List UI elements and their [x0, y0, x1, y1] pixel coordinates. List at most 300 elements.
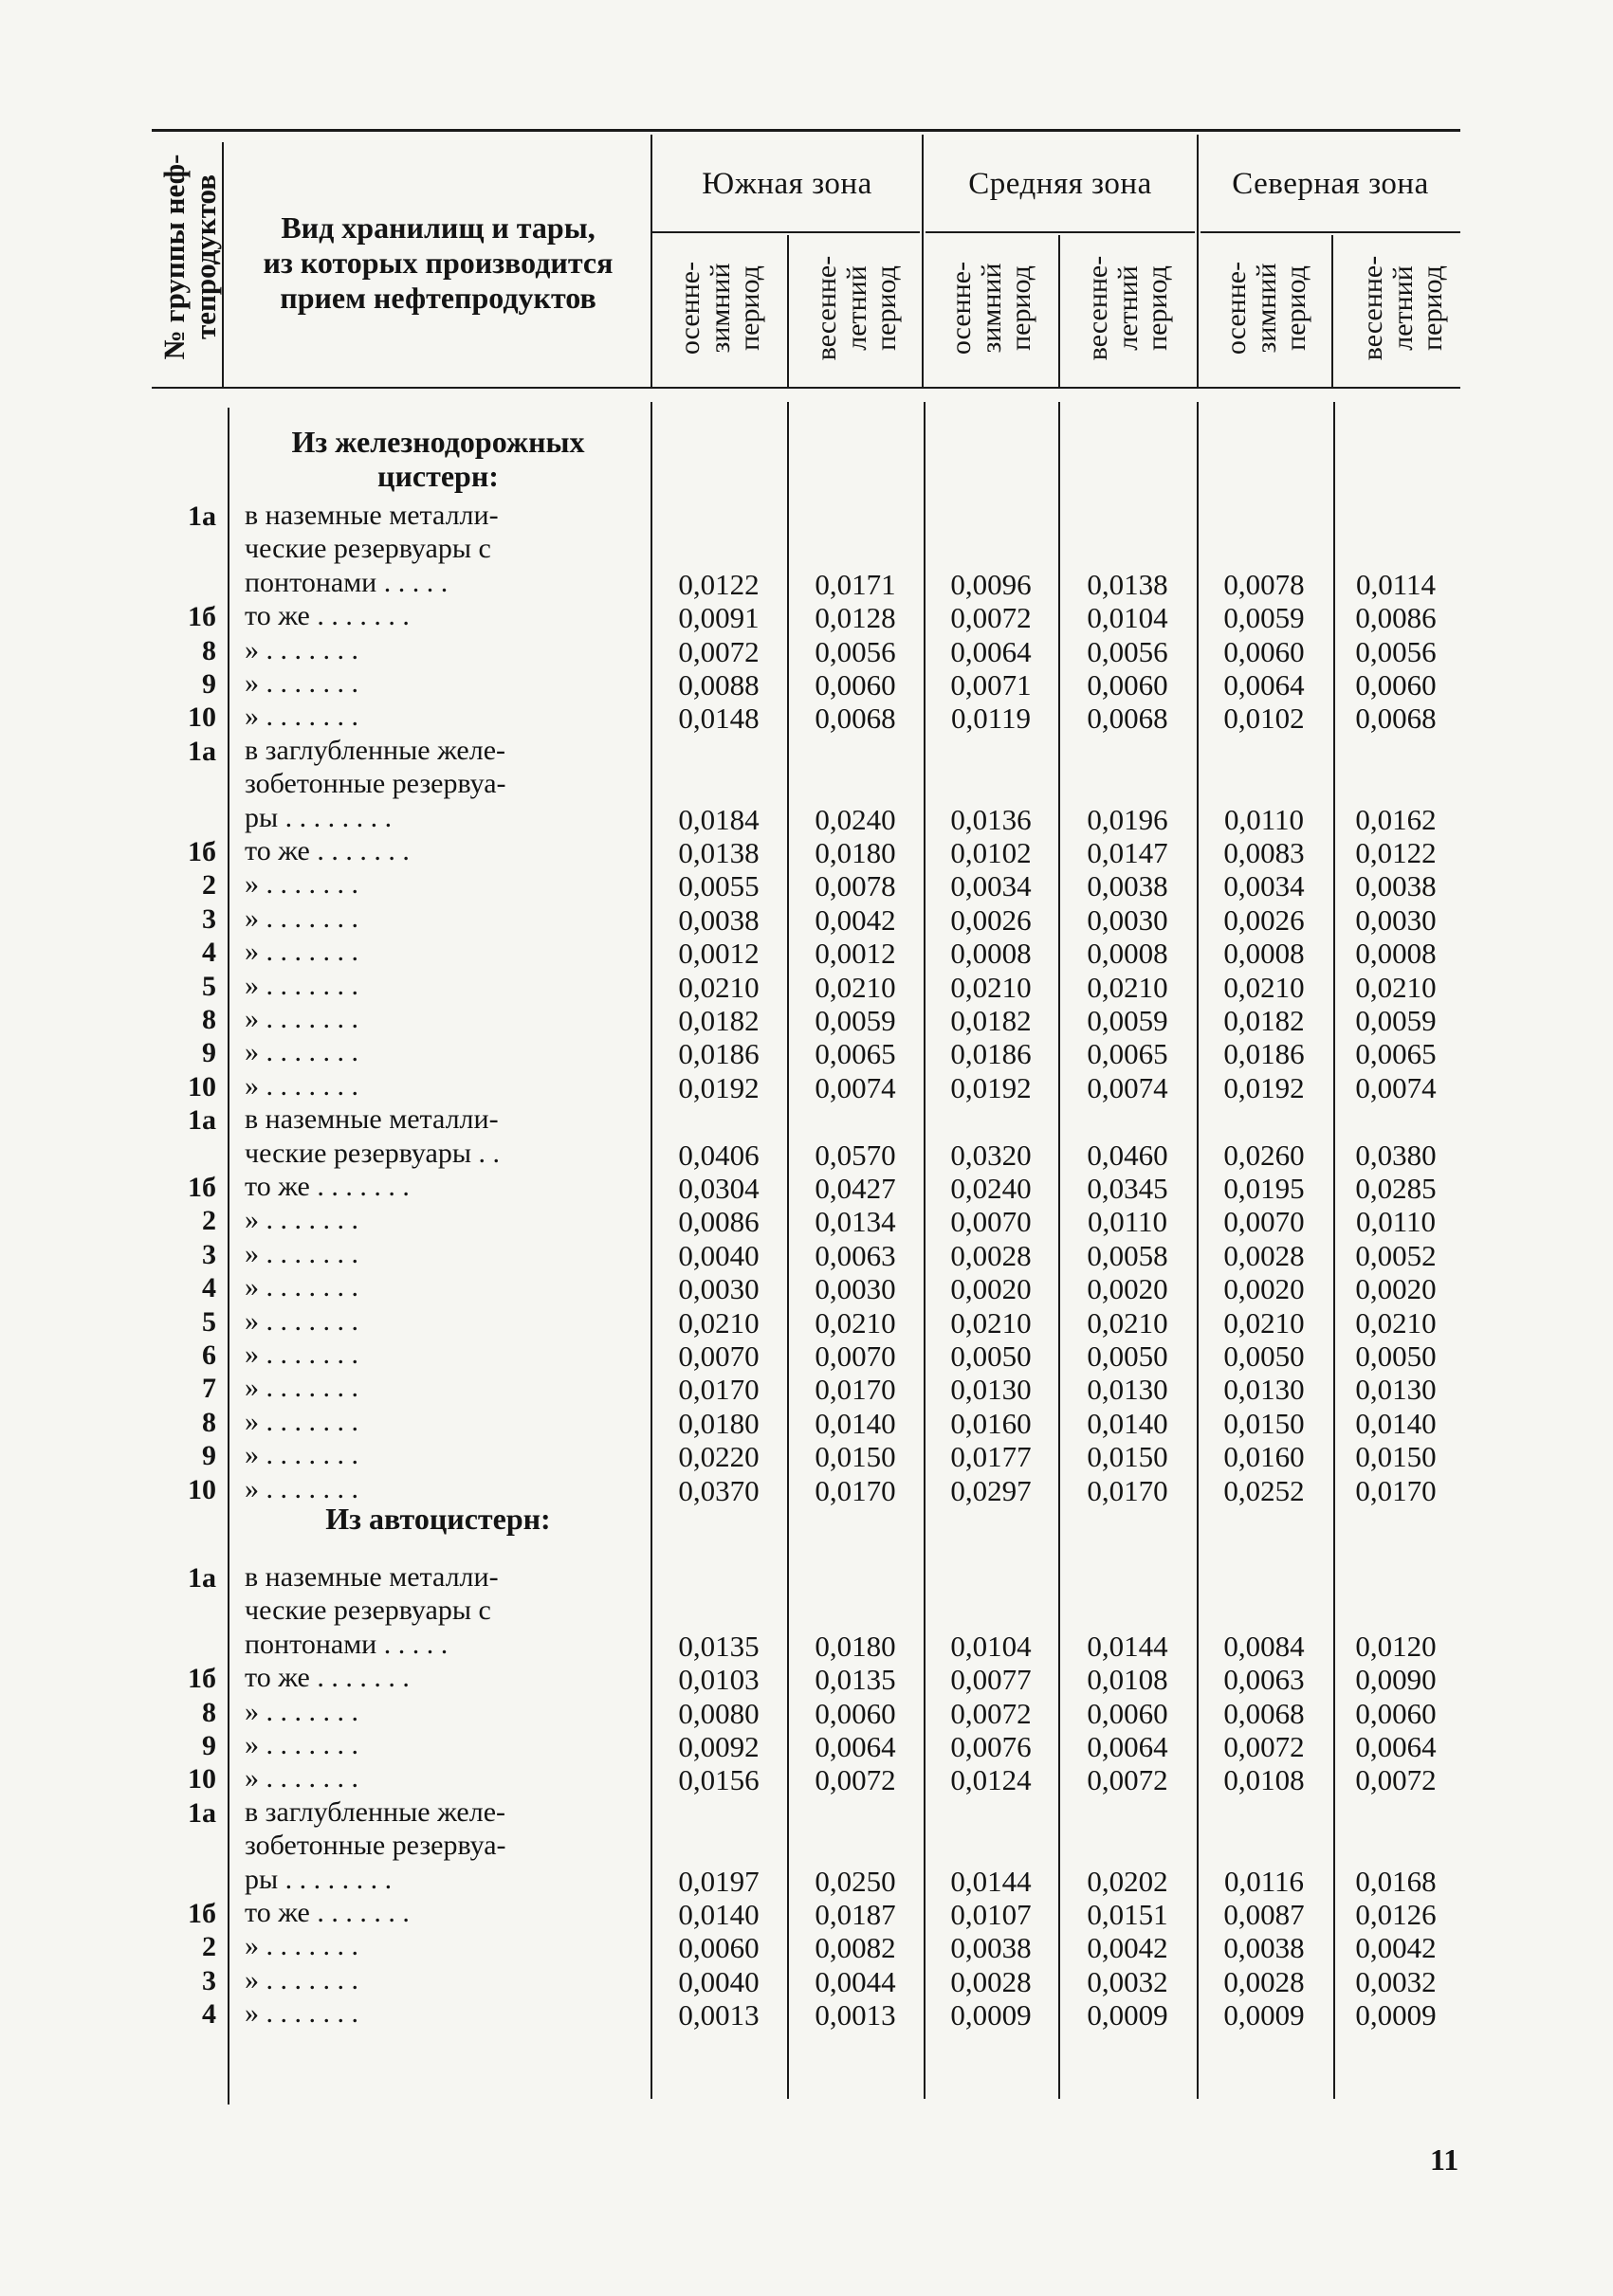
coefficient-value: 0,0038: [950, 1931, 1032, 1965]
coefficient-value: 0,0074: [815, 1070, 896, 1104]
period-header-south-spring: весенне- летний период: [811, 255, 902, 361]
storage-description: » . . . . . . .: [245, 1304, 358, 1337]
coefficient-value: 0,0380: [1355, 1138, 1437, 1172]
coefficient-value: 0,0096: [950, 567, 1032, 601]
period-header-middle-autumn: осенне- зимний период: [945, 261, 1036, 355]
coefficient-value: 0,0140: [1355, 1406, 1437, 1440]
storage-description: ры . . . . . . . .: [245, 801, 393, 833]
coefficient-value: 0,0210: [1223, 970, 1305, 1004]
storage-description: то же . . . . . . .: [245, 600, 410, 632]
coefficient-value: 0,0187: [815, 1898, 896, 1931]
coefficient-value: 0,0144: [1087, 1629, 1168, 1663]
coefficient-value: 0,0116: [1223, 1864, 1305, 1898]
coefficient-value: 0,0180: [815, 836, 896, 869]
coefficient-value: 0,0059: [815, 1004, 896, 1037]
coefficient-value: 0,0020: [1355, 1272, 1437, 1306]
storage-description: в наземные металли-: [245, 500, 499, 531]
group-number: 2: [202, 1205, 216, 1237]
group-number: 1б: [188, 1898, 216, 1929]
storage-description: » . . . . . . .: [245, 701, 358, 733]
coefficient-value: 0,0013: [678, 1998, 760, 2032]
storage-description: то же . . . . . . .: [245, 1897, 410, 1928]
coefficient-value: 0,0020: [950, 1272, 1032, 1306]
coefficient-value: 0,0038: [1223, 1931, 1305, 1965]
header-vline-7: [1331, 235, 1333, 387]
coefficient-value: 0,0210: [950, 1305, 1032, 1339]
group-number: 2: [202, 869, 216, 902]
coefficient-value: 0,0028: [1223, 1238, 1305, 1272]
coefficient-value: 0,0182: [950, 1004, 1032, 1037]
coefficient-value: 0,0210: [950, 970, 1032, 1004]
group-number: 1a: [188, 1796, 216, 1829]
group-number: 8: [202, 1406, 216, 1438]
coefficient-value: 0,0090: [1355, 1663, 1437, 1697]
storage-description: » . . . . . . .: [245, 902, 358, 934]
coefficient-value: 0,0008: [1355, 937, 1437, 971]
coefficient-value: 0,0050: [1223, 1339, 1305, 1373]
coefficient-value: 0,0070: [1223, 1205, 1305, 1239]
coefficient-value: 0,0102: [1223, 702, 1305, 736]
storage-description: » . . . . . . .: [245, 667, 358, 699]
coefficient-value: 0,0038: [1087, 869, 1168, 903]
storage-description: в наземные металли-: [245, 1103, 499, 1136]
storage-description: понтонами . . . . .: [245, 566, 449, 598]
coefficient-value: 0,0065: [1087, 1037, 1168, 1071]
coefficient-value: 0,0028: [1223, 1964, 1305, 1998]
storage-description: » . . . . . . .: [245, 1237, 358, 1269]
coefficient-value: 0,0030: [815, 1272, 896, 1306]
storage-description: в наземные металли-: [245, 1561, 499, 1593]
group-number: 10: [188, 702, 216, 734]
coefficient-value: 0,0138: [1087, 567, 1168, 601]
zone-header-north: Северная зона: [1232, 167, 1429, 201]
coefficient-value: 0,0078: [1223, 567, 1305, 601]
group-number: 3: [202, 1238, 216, 1270]
coefficient-value: 0,0058: [1087, 1238, 1168, 1272]
coefficient-value: 0,0240: [950, 1172, 1032, 1205]
coefficient-value: 0,0197: [678, 1864, 760, 1898]
coefficient-value: 0,0028: [950, 1964, 1032, 1998]
coefficient-value: 0,0008: [1087, 937, 1168, 971]
storage-description: » . . . . . . .: [245, 1695, 358, 1727]
coefficient-value: 0,0060: [815, 1696, 896, 1730]
coefficient-value: 0,0040: [678, 1964, 760, 1998]
coefficient-value: 0,0210: [1087, 970, 1168, 1004]
coefficient-value: 0,0140: [678, 1898, 760, 1931]
storage-description: » . . . . . . .: [245, 1036, 358, 1068]
coefficient-value: 0,0056: [1087, 634, 1168, 668]
coefficient-value: 0,0078: [815, 869, 896, 903]
coefficient-value: 0,0063: [1223, 1663, 1305, 1697]
coefficient-value: 0,0030: [1355, 902, 1437, 937]
coefficient-value: 0,0055: [678, 869, 760, 903]
period-header-south-autumn: осенне- зимний период: [674, 261, 765, 355]
coefficient-value: 0,0059: [1087, 1004, 1168, 1037]
coefficient-value: 0,0170: [1355, 1473, 1437, 1507]
coefficient-value: 0,0038: [678, 902, 760, 937]
coefficient-value: 0,0162: [1355, 802, 1437, 836]
group-number: 6: [202, 1339, 216, 1371]
storage-description: » . . . . . . .: [245, 868, 358, 901]
coefficient-value: 0,0170: [678, 1373, 760, 1407]
coefficient-value: 0,0104: [1087, 601, 1168, 635]
coefficient-value: 0,0072: [815, 1763, 896, 1797]
coefficient-value: 0,0320: [950, 1138, 1032, 1172]
period-header-north-autumn: осенне- зимний период: [1220, 261, 1311, 355]
coefficient-value: 0,0252: [1223, 1473, 1305, 1507]
group-number: 9: [202, 668, 216, 700]
coefficient-value: 0,0150: [1223, 1406, 1305, 1440]
coefficient-value: 0,0084: [1223, 1629, 1305, 1663]
coefficient-value: 0,0107: [950, 1898, 1032, 1931]
zone-header-middle: Средняя зона: [968, 167, 1152, 201]
coefficient-value: 0,0171: [815, 567, 896, 601]
group-number: 1б: [188, 601, 216, 633]
coefficient-value: 0,0072: [1087, 1763, 1168, 1797]
coefficient-value: 0,0134: [815, 1205, 896, 1239]
coefficient-value: 0,0102: [950, 836, 1032, 869]
coefficient-value: 0,0128: [815, 601, 896, 635]
coefficient-value: 0,0297: [950, 1473, 1032, 1507]
coefficient-value: 0,0008: [1223, 937, 1305, 971]
coefficient-value: 0,0103: [678, 1663, 760, 1697]
storage-description: » . . . . . . .: [245, 1930, 358, 1962]
coefficient-value: 0,0080: [678, 1696, 760, 1730]
coefficient-value: 0,0240: [815, 802, 896, 836]
storage-description: » . . . . . . .: [245, 1729, 358, 1760]
coefficient-value: 0,0087: [1223, 1898, 1305, 1931]
coefficient-value: 0,0150: [1087, 1440, 1168, 1474]
coefficient-value: 0,0050: [950, 1339, 1032, 1373]
group-number: 1б: [188, 1172, 216, 1203]
coefficient-value: 0,0122: [678, 567, 760, 601]
coefficient-value: 0,0192: [678, 1070, 760, 1104]
coefficient-value: 0,0060: [1355, 668, 1437, 702]
coefficient-value: 0,0074: [1355, 1070, 1437, 1104]
coefficient-value: 0,0148: [678, 702, 760, 736]
group-number: 8: [202, 1004, 216, 1035]
coefficient-value: 0,0065: [1355, 1037, 1437, 1071]
coefficient-value: 0,0170: [1087, 1473, 1168, 1507]
storage-description: » . . . . . . .: [245, 1997, 358, 2030]
coefficient-value: 0,0086: [1355, 601, 1437, 635]
storage-description: » . . . . . . .: [245, 1271, 358, 1303]
group-number: 10: [188, 1763, 216, 1795]
storage-description: ры . . . . . . . .: [245, 1863, 393, 1895]
group-number: 4: [202, 1998, 216, 2031]
storage-description: ческие резервуары с: [245, 533, 491, 565]
coefficient-value: 0,0009: [950, 1998, 1032, 2032]
coefficient-value: 0,0013: [815, 1998, 896, 2032]
coefficient-value: 0,0427: [815, 1172, 896, 1205]
coefficient-value: 0,0192: [950, 1070, 1032, 1104]
coefficient-value: 0,0210: [678, 1305, 760, 1339]
storage-description: » . . . . . . .: [245, 1405, 358, 1437]
coefficient-value: 0,0180: [815, 1629, 896, 1663]
coefficient-value: 0,0160: [950, 1406, 1032, 1440]
storage-description: » . . . . . . .: [245, 969, 358, 1001]
coefficient-value: 0,0130: [1087, 1373, 1168, 1407]
coefficient-value: 0,0068: [1223, 1696, 1305, 1730]
coefficient-value: 0,0070: [950, 1205, 1032, 1239]
header-bottom-rule: [152, 387, 1460, 389]
group-number: 1a: [188, 501, 216, 532]
coefficient-value: 0,0168: [1355, 1864, 1437, 1898]
coefficient-value: 0,0182: [1223, 1004, 1305, 1037]
coefficient-value: 0,0082: [815, 1931, 896, 1965]
coefficient-value: 0,0042: [1355, 1931, 1437, 1965]
group-number: 9: [202, 1440, 216, 1472]
coefficient-value: 0,0130: [950, 1373, 1032, 1407]
body-vline-5: [1058, 402, 1060, 2099]
coefficient-value: 0,0050: [1355, 1339, 1437, 1373]
coefficient-value: 0,0042: [815, 902, 896, 937]
coefficient-value: 0,0060: [1087, 668, 1168, 702]
storage-description: » . . . . . . .: [245, 1762, 358, 1795]
group-number: 3: [202, 902, 216, 935]
group-number: 10: [188, 1473, 216, 1505]
storage-description: в заглубленные желе-: [245, 1795, 505, 1828]
coefficient-value: 0,0040: [678, 1238, 760, 1272]
group-number: 1б: [188, 1663, 216, 1695]
storage-description: ческие резервуары с: [245, 1594, 491, 1627]
coefficient-value: 0,0370: [678, 1473, 760, 1507]
coefficient-value: 0,0068: [815, 702, 896, 736]
coefficient-value: 0,0072: [950, 601, 1032, 635]
coefficient-value: 0,0064: [1223, 668, 1305, 702]
coefficient-value: 0,0186: [678, 1037, 760, 1071]
storage-description: то же . . . . . . .: [245, 1171, 410, 1202]
coefficient-value: 0,0460: [1087, 1138, 1168, 1172]
coefficient-value: 0,0032: [1087, 1964, 1168, 1998]
zone-header-south: Южная зона: [702, 167, 872, 201]
coefficient-value: 0,0059: [1355, 1004, 1437, 1037]
coefficient-value: 0,0186: [950, 1037, 1032, 1071]
coefficient-value: 0,0072: [1355, 1763, 1437, 1797]
coefficient-value: 0,0088: [678, 668, 760, 702]
coefficient-value: 0,0150: [815, 1440, 896, 1474]
coefficient-value: 0,0108: [1223, 1763, 1305, 1797]
period-header-middle-spring: весенне- летний период: [1082, 255, 1173, 361]
group-number: 9: [202, 1730, 216, 1761]
header-vline-5: [1058, 235, 1060, 387]
coefficient-value: 0,0056: [815, 634, 896, 668]
coefficient-value: 0,0138: [678, 836, 760, 869]
storage-description: то же . . . . . . .: [245, 835, 410, 866]
coefficient-value: 0,0074: [1087, 1070, 1168, 1104]
group-number: 4: [202, 937, 216, 969]
coefficient-value: 0,0180: [678, 1406, 760, 1440]
coefficient-value: 0,0071: [950, 668, 1032, 702]
coefficient-value: 0,0130: [1223, 1373, 1305, 1407]
coefficient-value: 0,0026: [1223, 902, 1305, 937]
storage-description: » . . . . . . .: [245, 1069, 358, 1102]
coefficient-value: 0,0147: [1087, 836, 1168, 869]
coefficient-value: 0,0086: [678, 1205, 760, 1239]
top-rule: [152, 129, 1460, 132]
coefficient-value: 0,0126: [1355, 1898, 1437, 1931]
period-header-north-spring: весенне- летний период: [1357, 255, 1448, 361]
coefficient-value: 0,0136: [950, 802, 1032, 836]
coefficient-value: 0,0304: [678, 1172, 760, 1205]
coefficient-value: 0,0060: [815, 668, 896, 702]
coefficient-value: 0,0077: [950, 1663, 1032, 1697]
storage-description: » . . . . . . .: [245, 1003, 358, 1034]
storage-description: » . . . . . . .: [245, 1204, 358, 1236]
coefficient-value: 0,0135: [678, 1629, 760, 1663]
coefficient-value: 0,0030: [678, 1272, 760, 1306]
storage-description: » . . . . . . .: [245, 633, 358, 665]
coefficient-value: 0,0072: [678, 634, 760, 668]
coefficient-value: 0,0091: [678, 601, 760, 635]
coefficient-value: 0,0210: [815, 1305, 896, 1339]
coefficient-value: 0,0092: [678, 1730, 760, 1763]
storage-description: понтонами . . . . .: [245, 1628, 449, 1660]
coefficient-value: 0,0345: [1087, 1172, 1168, 1205]
coefficient-value: 0,0009: [1087, 1998, 1168, 2032]
group-number: 3: [202, 1964, 216, 1996]
coefficient-value: 0,0210: [1355, 970, 1437, 1004]
coefficient-value: 0,0038: [1355, 869, 1437, 903]
coefficient-value: 0,0008: [950, 937, 1032, 971]
coefficient-value: 0,0210: [678, 970, 760, 1004]
coefficient-value: 0,0170: [815, 1373, 896, 1407]
group-number: 7: [202, 1373, 216, 1405]
coefficient-value: 0,0060: [678, 1931, 760, 1965]
coefficient-value: 0,0012: [815, 937, 896, 971]
coefficient-value: 0,0009: [1223, 1998, 1305, 2032]
coefficient-value: 0,0144: [950, 1864, 1032, 1898]
coefficient-value: 0,0042: [1087, 1931, 1168, 1965]
coefficient-value: 0,0012: [678, 937, 760, 971]
coefficient-value: 0,0130: [1355, 1373, 1437, 1407]
zone-rule-middle: [926, 231, 1195, 233]
coefficient-value: 0,0032: [1355, 1964, 1437, 1998]
coefficient-value: 0,0114: [1355, 567, 1437, 601]
group-number: 8: [202, 1696, 216, 1728]
group-number: 8: [202, 634, 216, 666]
coefficient-value: 0,0059: [1223, 601, 1305, 635]
group-number: 1a: [188, 735, 216, 767]
group-number: 1a: [188, 1104, 216, 1137]
storage-description: » . . . . . . .: [245, 1439, 358, 1471]
header-vline-3: [787, 235, 789, 387]
storage-description: в заглубленные желе-: [245, 734, 505, 766]
coefficient-value: 0,0104: [950, 1629, 1032, 1663]
group-number: 4: [202, 1272, 216, 1304]
coefficient-value: 0,0076: [950, 1730, 1032, 1763]
coefficient-value: 0,0072: [1223, 1730, 1305, 1763]
coefficient-value: 0,0285: [1355, 1172, 1437, 1205]
group-number-header: № группы неф- тепродуктов: [157, 154, 222, 360]
coefficient-value: 0,0202: [1087, 1864, 1168, 1898]
coefficient-value: 0,0250: [815, 1864, 896, 1898]
coefficient-value: 0,0195: [1223, 1172, 1305, 1205]
coefficient-value: 0,0124: [950, 1763, 1032, 1797]
coefficient-value: 0,0120: [1355, 1629, 1437, 1663]
coefficient-value: 0,0070: [678, 1339, 760, 1373]
coefficient-value: 0,0110: [1087, 1205, 1168, 1239]
storage-description: » . . . . . . .: [245, 1372, 358, 1404]
coefficient-value: 0,0034: [950, 869, 1032, 903]
coefficient-value: 0,0030: [1087, 902, 1168, 937]
coefficient-value: 0,0192: [1223, 1070, 1305, 1104]
coefficient-value: 0,0110: [1223, 802, 1305, 836]
coefficient-value: 0,0110: [1355, 1205, 1437, 1239]
coefficient-value: 0,0026: [950, 902, 1032, 937]
zone-rule-north: [1201, 231, 1460, 233]
coefficient-value: 0,0064: [815, 1730, 896, 1763]
coefficient-value: 0,0009: [1355, 1998, 1437, 2032]
group-number: 10: [188, 1070, 216, 1102]
group-number: 5: [202, 970, 216, 1002]
group-number: 9: [202, 1037, 216, 1069]
coefficient-value: 0,0135: [815, 1663, 896, 1697]
storage-description: » . . . . . . .: [245, 1963, 358, 1995]
coefficient-value: 0,0070: [815, 1339, 896, 1373]
coefficient-value: 0,0068: [1087, 702, 1168, 736]
coefficient-value: 0,0083: [1223, 836, 1305, 869]
coefficient-value: 0,0108: [1087, 1663, 1168, 1697]
coefficient-value: 0,0056: [1355, 634, 1437, 668]
coefficient-value: 0,0064: [1355, 1730, 1437, 1763]
storage-type-header: Вид хранилищ и тары, из которых производится прием нефтепродуктов: [263, 210, 614, 315]
coefficient-value: 0,0210: [1223, 1305, 1305, 1339]
page-number: 11: [1430, 2142, 1459, 2177]
coefficient-value: 0,0210: [1087, 1305, 1168, 1339]
coefficient-value: 0,0119: [950, 702, 1032, 736]
coefficient-value: 0,0064: [1087, 1730, 1168, 1763]
body-vline-1: [228, 408, 229, 2105]
coefficient-value: 0,0156: [678, 1763, 760, 1797]
coefficient-value: 0,0020: [1223, 1272, 1305, 1306]
coefficient-value: 0,0060: [1087, 1696, 1168, 1730]
coefficient-value: 0,0170: [815, 1473, 896, 1507]
group-number: 5: [202, 1305, 216, 1338]
storage-description: то же . . . . . . .: [245, 1662, 410, 1694]
coefficient-value: 0,0186: [1223, 1037, 1305, 1071]
coefficient-value: 0,0220: [678, 1440, 760, 1474]
group-number: 1б: [188, 836, 216, 867]
group-number: 1a: [188, 1562, 216, 1594]
storage-description: зобетонные резервуа-: [245, 1830, 506, 1862]
coefficient-value: 0,0063: [815, 1238, 896, 1272]
coefficient-value: 0,0184: [678, 802, 760, 836]
section-heading: Из железнодорожных цистерн:: [291, 425, 585, 493]
coefficient-value: 0,0210: [1355, 1305, 1437, 1339]
coefficient-value: 0,0182: [678, 1004, 760, 1037]
coefficient-value: 0,0150: [1355, 1440, 1437, 1474]
coefficient-value: 0,0140: [815, 1406, 896, 1440]
coefficient-value: 0,0060: [1223, 634, 1305, 668]
zone-rule-south: [652, 231, 920, 233]
header-vline-1: [222, 142, 224, 387]
storage-description: » . . . . . . .: [245, 936, 358, 968]
coefficient-value: 0,0060: [1355, 1696, 1437, 1730]
storage-description: зобетонные резервуа-: [245, 768, 506, 800]
coefficient-value: 0,0122: [1355, 836, 1437, 869]
coefficient-value: 0,0044: [815, 1964, 896, 1998]
group-number: 2: [202, 1931, 216, 1963]
coefficient-value: 0,0160: [1223, 1440, 1305, 1474]
coefficient-value: 0,0210: [815, 970, 896, 1004]
coefficient-value: 0,0065: [815, 1037, 896, 1071]
storage-description: ческие резервуары . .: [245, 1137, 500, 1169]
coefficient-value: 0,0140: [1087, 1406, 1168, 1440]
coefficient-value: 0,0570: [815, 1138, 896, 1172]
coefficient-value: 0,0072: [950, 1696, 1032, 1730]
coefficient-value: 0,0151: [1087, 1898, 1168, 1931]
